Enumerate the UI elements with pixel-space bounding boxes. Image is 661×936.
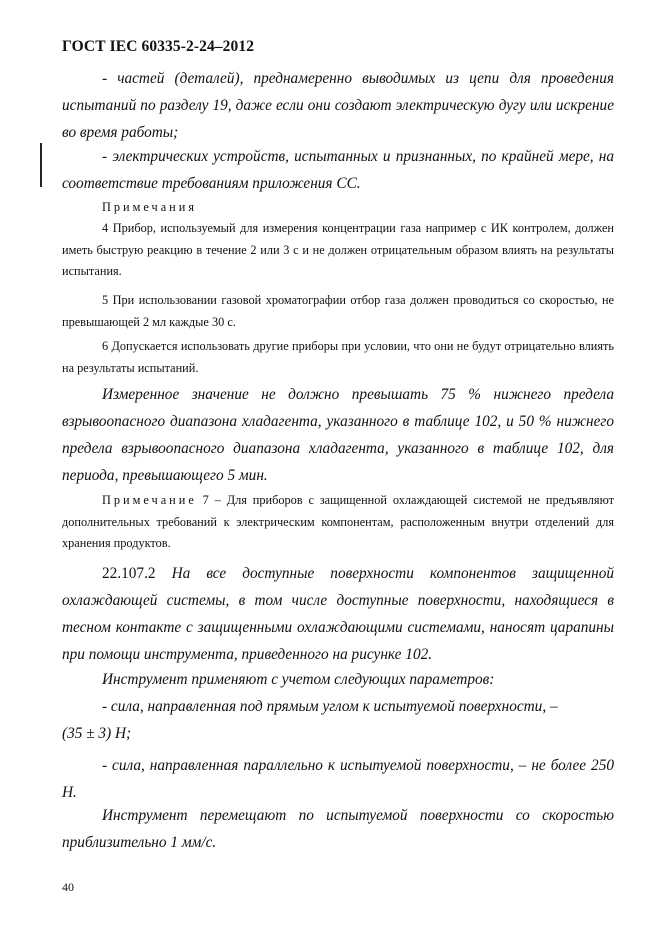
change-bar [40,143,42,187]
perpendicular-force-value: (35 ± 3) Н; [62,725,132,742]
note-7-label: Примечание [102,493,197,507]
list-item-perpendicular-force: - сила, направленная под прямым углом к испытуемой поверхности, – [102,698,558,715]
clause-text: На все доступные поверхности компонентов защищенной охлаждающей системы, в том числе доступные поверхности, находящиеся в тесном контакте с защищенными охлаждающими системами, наносят царапины при помощи инструмента, приведенного на рисунке 102. [62,565,614,663]
page-number: 40 [62,880,74,894]
list-item-devices: - электрических устройств, испытанных и признанных, по крайней мере, на соответствие требованиям приложения CC. [62,148,614,192]
measurement-requirement: Измеренное значение не должно превышать 75 % нижнего предела взрывоопасного диапазона хладагента, указанного в таблице 102, и 50 % нижнего предела взрывоопасного диапазона хладагента, указанного в таблице 102, для периода, превышающего 5 мин. [62,386,614,484]
note-5: 5 При использовании газовой хроматографии отбор газа должен проводиться со скоростью, не превышающей 2 мл каждые 30 с. [62,293,614,329]
tool-speed-paragraph: Инструмент перемещают по испытуемой поверхности со скоростью приблизительно 1 мм/с. [62,807,614,851]
note-6: 6 Допускается использовать другие приборы при условии, что они не будут отрицательно влиять на результаты испытаний. [62,339,614,375]
clause-number: 22.107.2 [102,565,156,582]
tool-parameters-intro: Инструмент применяют с учетом следующих параметров: [102,671,495,688]
notes-heading: Примечания [102,200,198,214]
clause-22-107-2 [62,560,614,668]
list-item-parts: - частей (деталей), преднамеренно выводимых из цепи для проведения испытаний по разделу 19, даже если они создают электрическую дугу или искрение во время работы; [62,70,614,141]
note-4: 4 Прибор, используемый для измерения концентрации газа например с ИК контролем, должен иметь быструю реакцию в течение 2 или 3 с и не должен отрицательным образом влиять на результаты испытания. [62,221,614,278]
list-item-parallel-force: - сила, направленная параллельно к испытуемой поверхности, – не более 250 Н. [62,757,614,801]
note-7-text: 7 – Для приборов с защищенной охлаждающей системой не предъявляют дополнительных требований к электрическим компонентам, расположенным внутри отделений для хранения продуктов. [62,493,614,550]
note-7 [62,490,614,555]
page-header-standard-title: ГОСТ IEC 60335-2-24–2012 [62,38,255,55]
